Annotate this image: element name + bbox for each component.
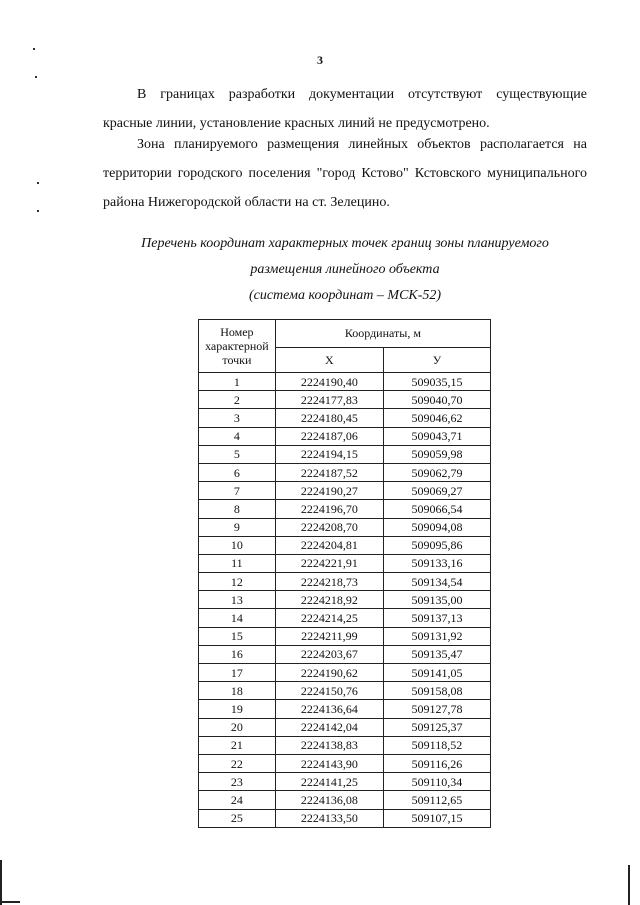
cell-y: 509112,65 — [383, 791, 490, 809]
table-row — [199, 700, 491, 718]
cell-point-number: 19 — [199, 700, 276, 718]
cell-x: 2224194,15 — [275, 445, 383, 463]
paragraph-zone-location: Зона планируемого размещения линейных объектов располагается на территории городского поселения "город Кстово" Кстовского муниципального района Нижегородской области на ст. Зелецино. — [103, 137, 587, 210]
cell-y: 509135,00 — [383, 591, 490, 609]
cell-y: 509069,27 — [383, 482, 490, 500]
table-row — [199, 627, 491, 645]
scan-edge-line — [628, 865, 630, 905]
cell-point-number: 3 — [199, 409, 276, 427]
header-point-number: Номер характерной точки — [199, 320, 276, 373]
table-row — [199, 427, 491, 445]
table-row — [199, 500, 491, 518]
table-row — [199, 791, 491, 809]
cell-x: 2224136,64 — [275, 700, 383, 718]
cell-y: 509059,98 — [383, 445, 490, 463]
cell-point-number: 8 — [199, 500, 276, 518]
cell-point-number: 25 — [199, 809, 276, 827]
cell-point-number: 21 — [199, 736, 276, 754]
table-row — [199, 536, 491, 554]
header-x: X — [275, 347, 383, 372]
cell-y: 509043,71 — [383, 427, 490, 445]
cell-y: 509127,78 — [383, 700, 490, 718]
paragraph-red-lines: В границах разработки документации отсутствуют существующие красные линии, установление красных линий не предусмотрено. — [103, 87, 587, 131]
table-row — [199, 754, 491, 772]
cell-y: 509141,05 — [383, 664, 490, 682]
cell-x: 2224150,76 — [275, 682, 383, 700]
cell-x: 2224203,67 — [275, 645, 383, 663]
cell-x: 2224187,06 — [275, 427, 383, 445]
cell-y: 509040,70 — [383, 391, 490, 409]
cell-x: 2224218,73 — [275, 573, 383, 591]
cell-point-number: 22 — [199, 754, 276, 772]
cell-x: 2224190,62 — [275, 664, 383, 682]
cell-point-number: 23 — [199, 773, 276, 791]
scan-mark — [33, 48, 35, 50]
scan-mark — [37, 182, 39, 184]
table-row — [199, 591, 491, 609]
cell-point-number: 20 — [199, 718, 276, 736]
cell-point-number: 15 — [199, 627, 276, 645]
table-row — [199, 482, 491, 500]
cell-x: 2224221,91 — [275, 554, 383, 572]
table-row — [199, 391, 491, 409]
cell-y: 509133,16 — [383, 554, 490, 572]
cell-y: 509095,86 — [383, 536, 490, 554]
cell-point-number: 11 — [199, 554, 276, 572]
cell-y: 509116,26 — [383, 754, 490, 772]
cell-x: 2224141,25 — [275, 773, 383, 791]
table-row — [199, 736, 491, 754]
cell-x: 2224214,25 — [275, 609, 383, 627]
table-row — [199, 809, 491, 827]
cell-x: 2224138,83 — [275, 736, 383, 754]
cell-y: 509125,37 — [383, 718, 490, 736]
cell-x: 2224211,99 — [275, 627, 383, 645]
cell-point-number: 12 — [199, 573, 276, 591]
cell-point-number: 7 — [199, 482, 276, 500]
cell-y: 509118,52 — [383, 736, 490, 754]
scan-edge-line — [0, 860, 2, 905]
cell-point-number: 24 — [199, 791, 276, 809]
cell-y: 509158,08 — [383, 682, 490, 700]
table-row — [199, 664, 491, 682]
cell-y: 509066,54 — [383, 500, 490, 518]
table-row — [199, 554, 491, 572]
cell-point-number: 14 — [199, 609, 276, 627]
table-row — [199, 373, 491, 391]
cell-point-number: 6 — [199, 463, 276, 481]
cell-x: 2224142,04 — [275, 718, 383, 736]
cell-point-number: 13 — [199, 591, 276, 609]
cell-x: 2224190,27 — [275, 482, 383, 500]
cell-y: 509134,54 — [383, 573, 490, 591]
cell-x: 2224204,81 — [275, 536, 383, 554]
cell-x: 2224180,45 — [275, 409, 383, 427]
cell-y: 509110,34 — [383, 773, 490, 791]
table-row — [199, 445, 491, 463]
scan-edge-line — [0, 901, 20, 903]
caption-line-2: размещения линейного объекта — [250, 262, 440, 277]
table-row — [199, 682, 491, 700]
page-number: 3 — [317, 53, 323, 67]
coordinates-table-body — [199, 373, 491, 828]
cell-x: 2224143,90 — [275, 754, 383, 772]
cell-point-number: 1 — [199, 373, 276, 391]
cell-x: 2224196,70 — [275, 500, 383, 518]
table-row — [199, 518, 491, 536]
caption-line-1: Перечень координат характерных точек границ зоны планируемого — [141, 236, 549, 251]
cell-point-number: 18 — [199, 682, 276, 700]
table-row — [199, 573, 491, 591]
cell-x: 2224187,52 — [275, 463, 383, 481]
cell-y: 509062,79 — [383, 463, 490, 481]
cell-x: 2224177,83 — [275, 391, 383, 409]
cell-point-number: 16 — [199, 645, 276, 663]
cell-y: 509094,08 — [383, 518, 490, 536]
cell-y: 509131,92 — [383, 627, 490, 645]
cell-point-number: 17 — [199, 664, 276, 682]
cell-point-number: 10 — [199, 536, 276, 554]
cell-y: 509046,62 — [383, 409, 490, 427]
header-y: У — [383, 347, 490, 372]
table-row — [199, 718, 491, 736]
scan-mark — [35, 76, 37, 78]
scan-mark — [37, 210, 39, 212]
cell-x: 2224136,08 — [275, 791, 383, 809]
cell-point-number: 9 — [199, 518, 276, 536]
cell-y: 509107,15 — [383, 809, 490, 827]
header-coordinates: Координаты, м — [275, 320, 490, 348]
table-caption — [103, 231, 587, 309]
coordinates-table — [198, 319, 491, 828]
cell-point-number: 2 — [199, 391, 276, 409]
table-row — [199, 609, 491, 627]
cell-point-number: 4 — [199, 427, 276, 445]
table-row — [199, 409, 491, 427]
cell-x: 2224190,40 — [275, 373, 383, 391]
caption-line-3: (система координат – МСК-52) — [248, 288, 442, 303]
table-row — [199, 463, 491, 481]
cell-x: 2224218,92 — [275, 591, 383, 609]
table-row — [199, 645, 491, 663]
cell-x: 2224208,70 — [275, 518, 383, 536]
cell-y: 509135,47 — [383, 645, 490, 663]
cell-point-number: 5 — [199, 445, 276, 463]
cell-y: 509137,13 — [383, 609, 490, 627]
cell-x: 2224133,50 — [275, 809, 383, 827]
table-row — [199, 773, 491, 791]
cell-y: 509035,15 — [383, 373, 490, 391]
